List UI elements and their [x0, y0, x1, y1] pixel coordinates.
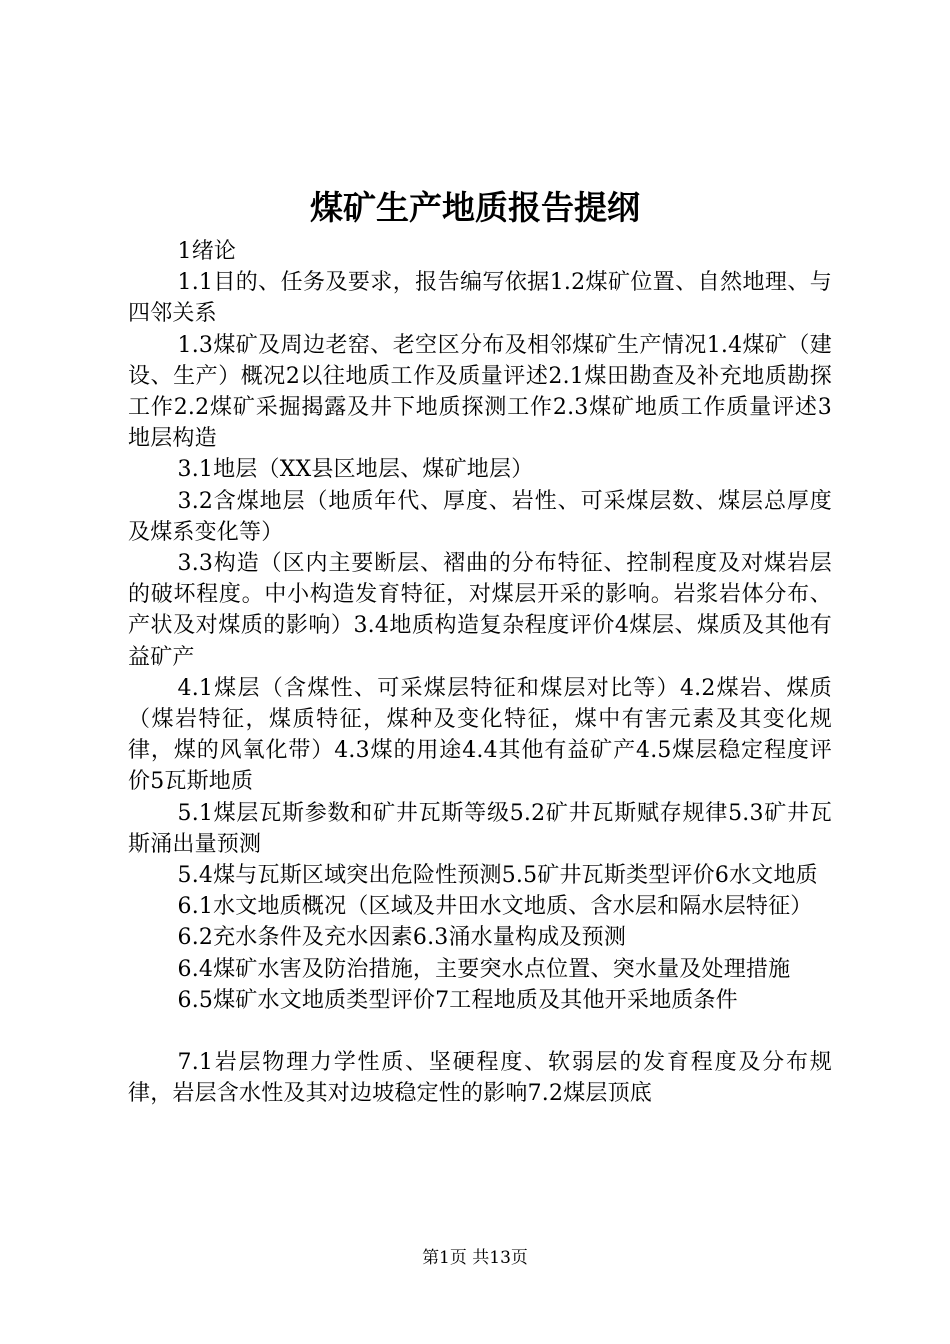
- paragraph-11: 6.2充水条件及充水因素6.3涌水量构成及预测: [177, 925, 627, 951]
- paragraph-12: 6.4煤矿水害及防治措施，主要突水点位置、突水量及处理措施: [177, 956, 791, 982]
- paragraph-10: 6.1水文地质概况（区域及井田水文地质、含水层和隔水层特征）: [177, 894, 813, 920]
- paragraph-4: 3.1地层（XX县区地层、煤矿地层）: [177, 457, 534, 483]
- paragraph-5: 3.2含煤地层（地质年代、厚度、岩性、可采煤层数、煤层总厚度及煤系变化等）: [128, 488, 832, 545]
- page-number: 第1页 共13页: [422, 1248, 528, 1268]
- paragraph-14: 7.1岩层物理力学性质、坚硬程度、软弱层的发育程度及分布规律，岩层含水性及其对边坡稳定性的影响7.2煤层顶底: [128, 1050, 832, 1107]
- paragraph-9: 5.4煤与瓦斯区域突出危险性预测5.5矿井瓦斯类型评价6水文地质: [177, 863, 818, 889]
- paragraph-2: 1.1目的、任务及要求，报告编写依据1.2煤矿位置、自然地理、与四邻关系: [128, 270, 832, 327]
- document-body: [128, 236, 832, 1109]
- paragraph-7: 4.1煤层（含煤性、可采煤层特征和煤层对比等）4.2煤岩、煤质（煤岩特征，煤质特征，煤种及变化特征，煤中有害元素及其变化规律，煤的风氧化带）4.3煤的用途4.4其他有益矿产4.5煤层稳定程度评价5瓦斯地质: [128, 675, 832, 795]
- paragraph-1: 1绪论: [177, 239, 237, 264]
- paragraph-6: 3.3构造（区内主要断层、褶曲的分布特征、控制程度及对煤岩层的破坏程度。中小构造发育特征，对煤层开采的影响。岩浆岩体分布、产状及对煤质的影响）3.4地质构造复杂程度评价4煤层、煤质及其他有益矿产: [128, 551, 832, 670]
- document-title: 煤矿生产地质报告提纲: [310, 188, 640, 227]
- paragraph-13: 6.5煤矿水文地质类型评价7工程地质及其他开采地质条件: [177, 987, 738, 1013]
- paragraph-8: 5.1煤层瓦斯参数和矿井瓦斯等级5.2矿井瓦斯赋存规律5.3矿井瓦斯涌出量预测: [128, 800, 832, 857]
- paragraph-3: 1.3煤矿及周边老窑、老空区分布及相邻煤矿生产情况1.4煤矿（建设、生产）概况2以往地质工作及质量评述2.1煤田勘查及补充地质勘探工作2.2煤矿采掘揭露及井下地质探测工作2.3煤矿地质工作质量评述3地层构造: [128, 332, 832, 452]
